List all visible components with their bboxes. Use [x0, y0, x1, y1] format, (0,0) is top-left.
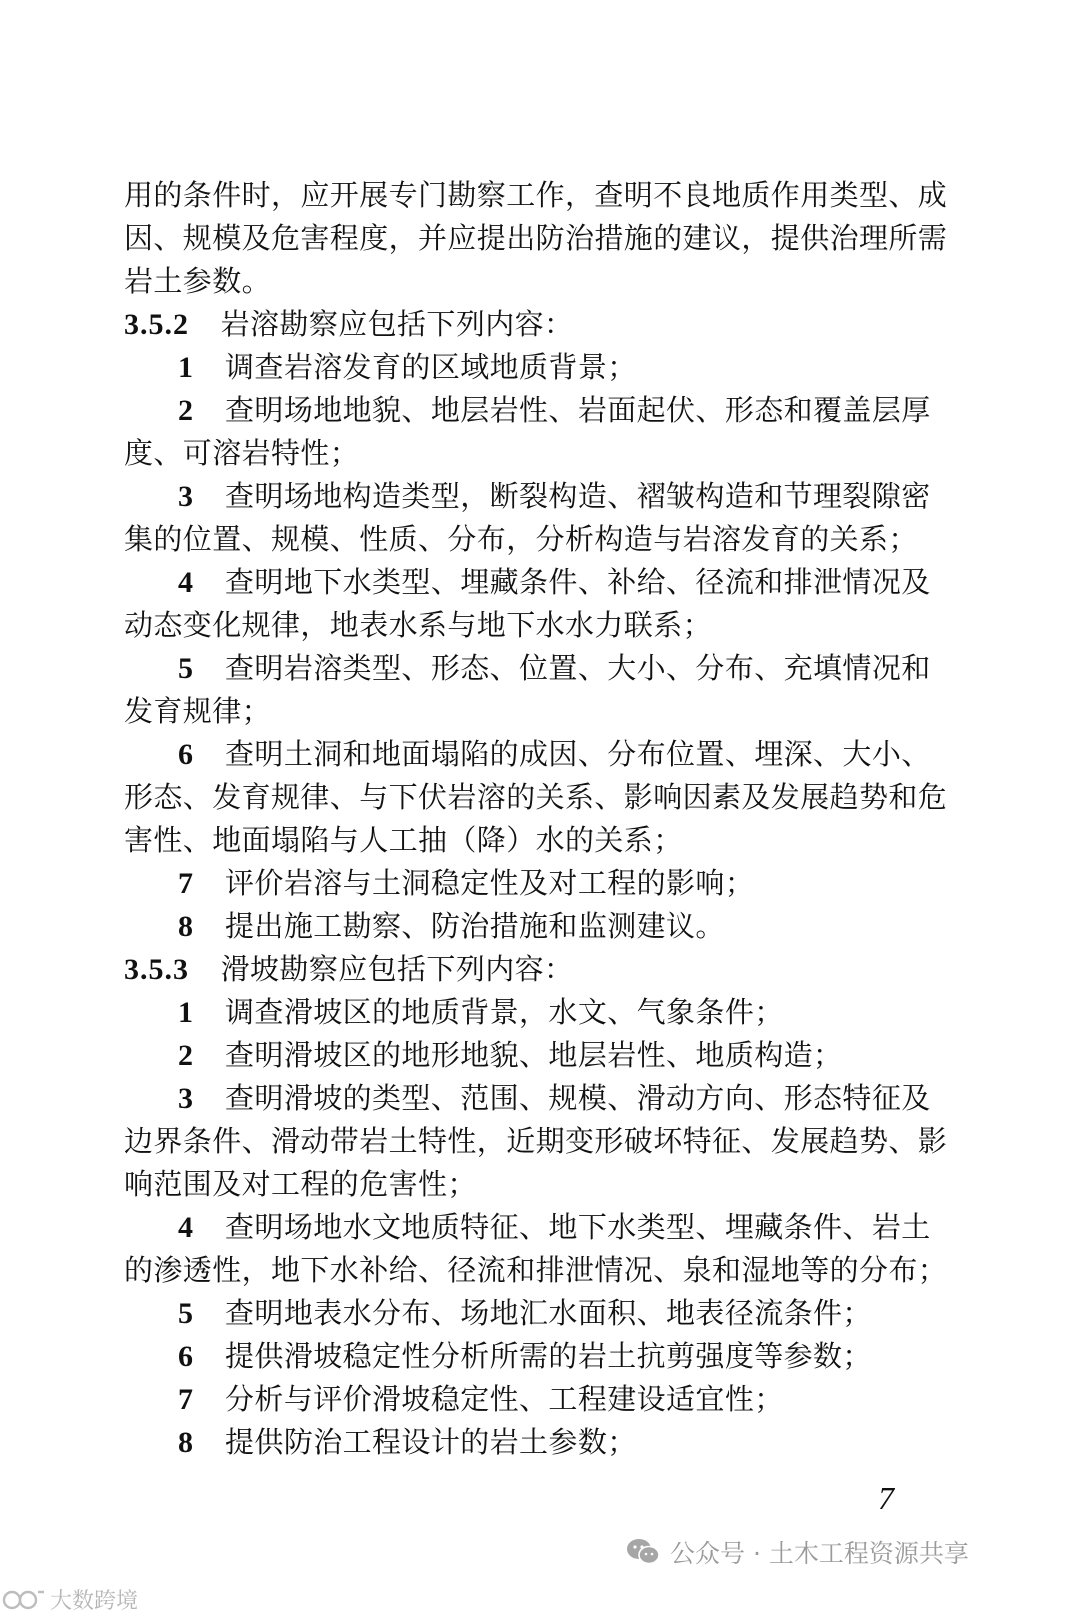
item-number: 7 [178, 867, 194, 900]
item-number: 8 [178, 1426, 194, 1459]
watermark-left [2, 1584, 138, 1615]
text-line: 的渗透性，地下水补给、径流和排泄情况、泉和湿地等的分布； [124, 1253, 948, 1287]
text-line: 度、可溶岩特性； [124, 436, 360, 470]
item-text: 查明地表水分布、场地汇水面积、地表径流条件； [225, 1296, 872, 1330]
item-number: 6 [178, 738, 194, 771]
item-text: 查明滑坡区的地形地貌、地层岩性、地质构造； [225, 1038, 843, 1072]
item-number: 8 [178, 910, 194, 943]
item-text: 评价岩溶与土洞稳定性及对工程的影响； [225, 866, 755, 900]
list-item [178, 1210, 931, 1245]
item-number: 5 [178, 1297, 194, 1330]
list-item [178, 651, 931, 686]
item-number: 7 [178, 1383, 194, 1416]
item-number: 1 [178, 996, 194, 1029]
text-line: 集的位置、规模、性质、分布，分析构造与岩溶发育的关系； [124, 522, 918, 556]
item-text: 提供防治工程设计的岩土参数； [225, 1425, 637, 1459]
item-text: 查明场地构造类型，断裂构造、褶皱构造和节理裂隙密 [225, 479, 931, 513]
text-line: 边界条件、滑动带岩土特性，近期变形破坏特征、发展趋势、影 [124, 1124, 948, 1158]
list-item [178, 393, 931, 428]
section-number: 3.5.3 [124, 953, 189, 986]
list-item [178, 1081, 931, 1116]
list-item [178, 1038, 842, 1073]
item-text: 查明岩溶类型、形态、位置、大小、分布、充填情况和 [225, 651, 931, 685]
wechat-icon [626, 1537, 660, 1567]
text-line: 害性、地面塌陷与人工抽（降）水的关系； [124, 823, 683, 857]
list-item [178, 565, 931, 600]
item-text: 查明场地地貌、地层岩性、岩面起伏、形态和覆盖层厚 [225, 393, 931, 427]
item-text: 提出施工勘察、防治措施和监测建议。 [225, 909, 725, 943]
item-text: 提供滑坡稳定性分析所需的岩土抗剪强度等参数； [225, 1339, 872, 1373]
item-number: 3 [178, 480, 194, 513]
list-item [178, 479, 931, 514]
text-line: 因、规模及危害程度，并应提出防治措施的建议，提供治理所需 [124, 221, 948, 255]
watermark-right-text: 公众号 · 土木工程资源共享 [670, 1539, 969, 1568]
list-item [178, 866, 754, 901]
section-number: 3.5.2 [124, 308, 189, 341]
text-line: 岩土参数。 [124, 264, 272, 298]
list-item [178, 350, 637, 385]
item-number: 3 [178, 1082, 194, 1115]
text-line: 用的条件时，应开展专门勘察工作，查明不良地质作用类型、成 [124, 178, 948, 212]
text-line: 响范围及对工程的危害性； [124, 1167, 477, 1201]
section-heading [124, 952, 573, 987]
section-title: 岩溶勘察应包括下列内容： [220, 307, 574, 341]
text-line: 动态变化规律，地表水系与地下水水力联系； [124, 608, 713, 642]
text-line: 发育规律； [124, 694, 272, 728]
watermark-left-text: 大数跨境 [50, 1589, 139, 1614]
item-text: 调查岩溶发育的区域地质背景； [225, 350, 637, 384]
item-text: 分析与评价滑坡稳定性、工程建设适宜性； [225, 1382, 784, 1416]
item-number: 5 [178, 652, 194, 685]
watermark-right [626, 1534, 969, 1570]
list-item [178, 909, 725, 944]
item-text: 查明土洞和地面塌陷的成因、分布位置、埋深、大小、 [225, 737, 931, 771]
item-text: 查明地下水类型、埋藏条件、补给、径流和排泄情况及 [225, 565, 931, 599]
list-item [178, 1425, 637, 1460]
item-text: 查明场地水文地质特征、地下水类型、埋藏条件、岩土 [225, 1210, 931, 1244]
item-number: 1 [178, 351, 194, 384]
item-number: 2 [178, 1039, 194, 1072]
item-number: 4 [178, 1211, 194, 1244]
list-item [178, 1382, 784, 1417]
item-number: 6 [178, 1340, 194, 1373]
page-number: 7 [878, 1480, 894, 1516]
item-text: 查明滑坡的类型、范围、规模、滑动方向、形态特征及 [225, 1081, 931, 1115]
section-title: 滑坡勘察应包括下列内容： [220, 952, 574, 986]
section-heading [124, 307, 573, 342]
item-number: 4 [178, 566, 194, 599]
text-line: 形态、发育规律、与下伏岩溶的关系、影响因素及发展趋势和危 [124, 780, 948, 814]
list-item [178, 1296, 872, 1331]
list-item [178, 995, 784, 1030]
list-item [178, 1339, 872, 1374]
item-text: 调查滑坡区的地质背景，水文、气象条件； [225, 995, 784, 1029]
item-number: 2 [178, 394, 194, 427]
logo-icon [2, 1586, 46, 1614]
list-item [178, 737, 931, 772]
